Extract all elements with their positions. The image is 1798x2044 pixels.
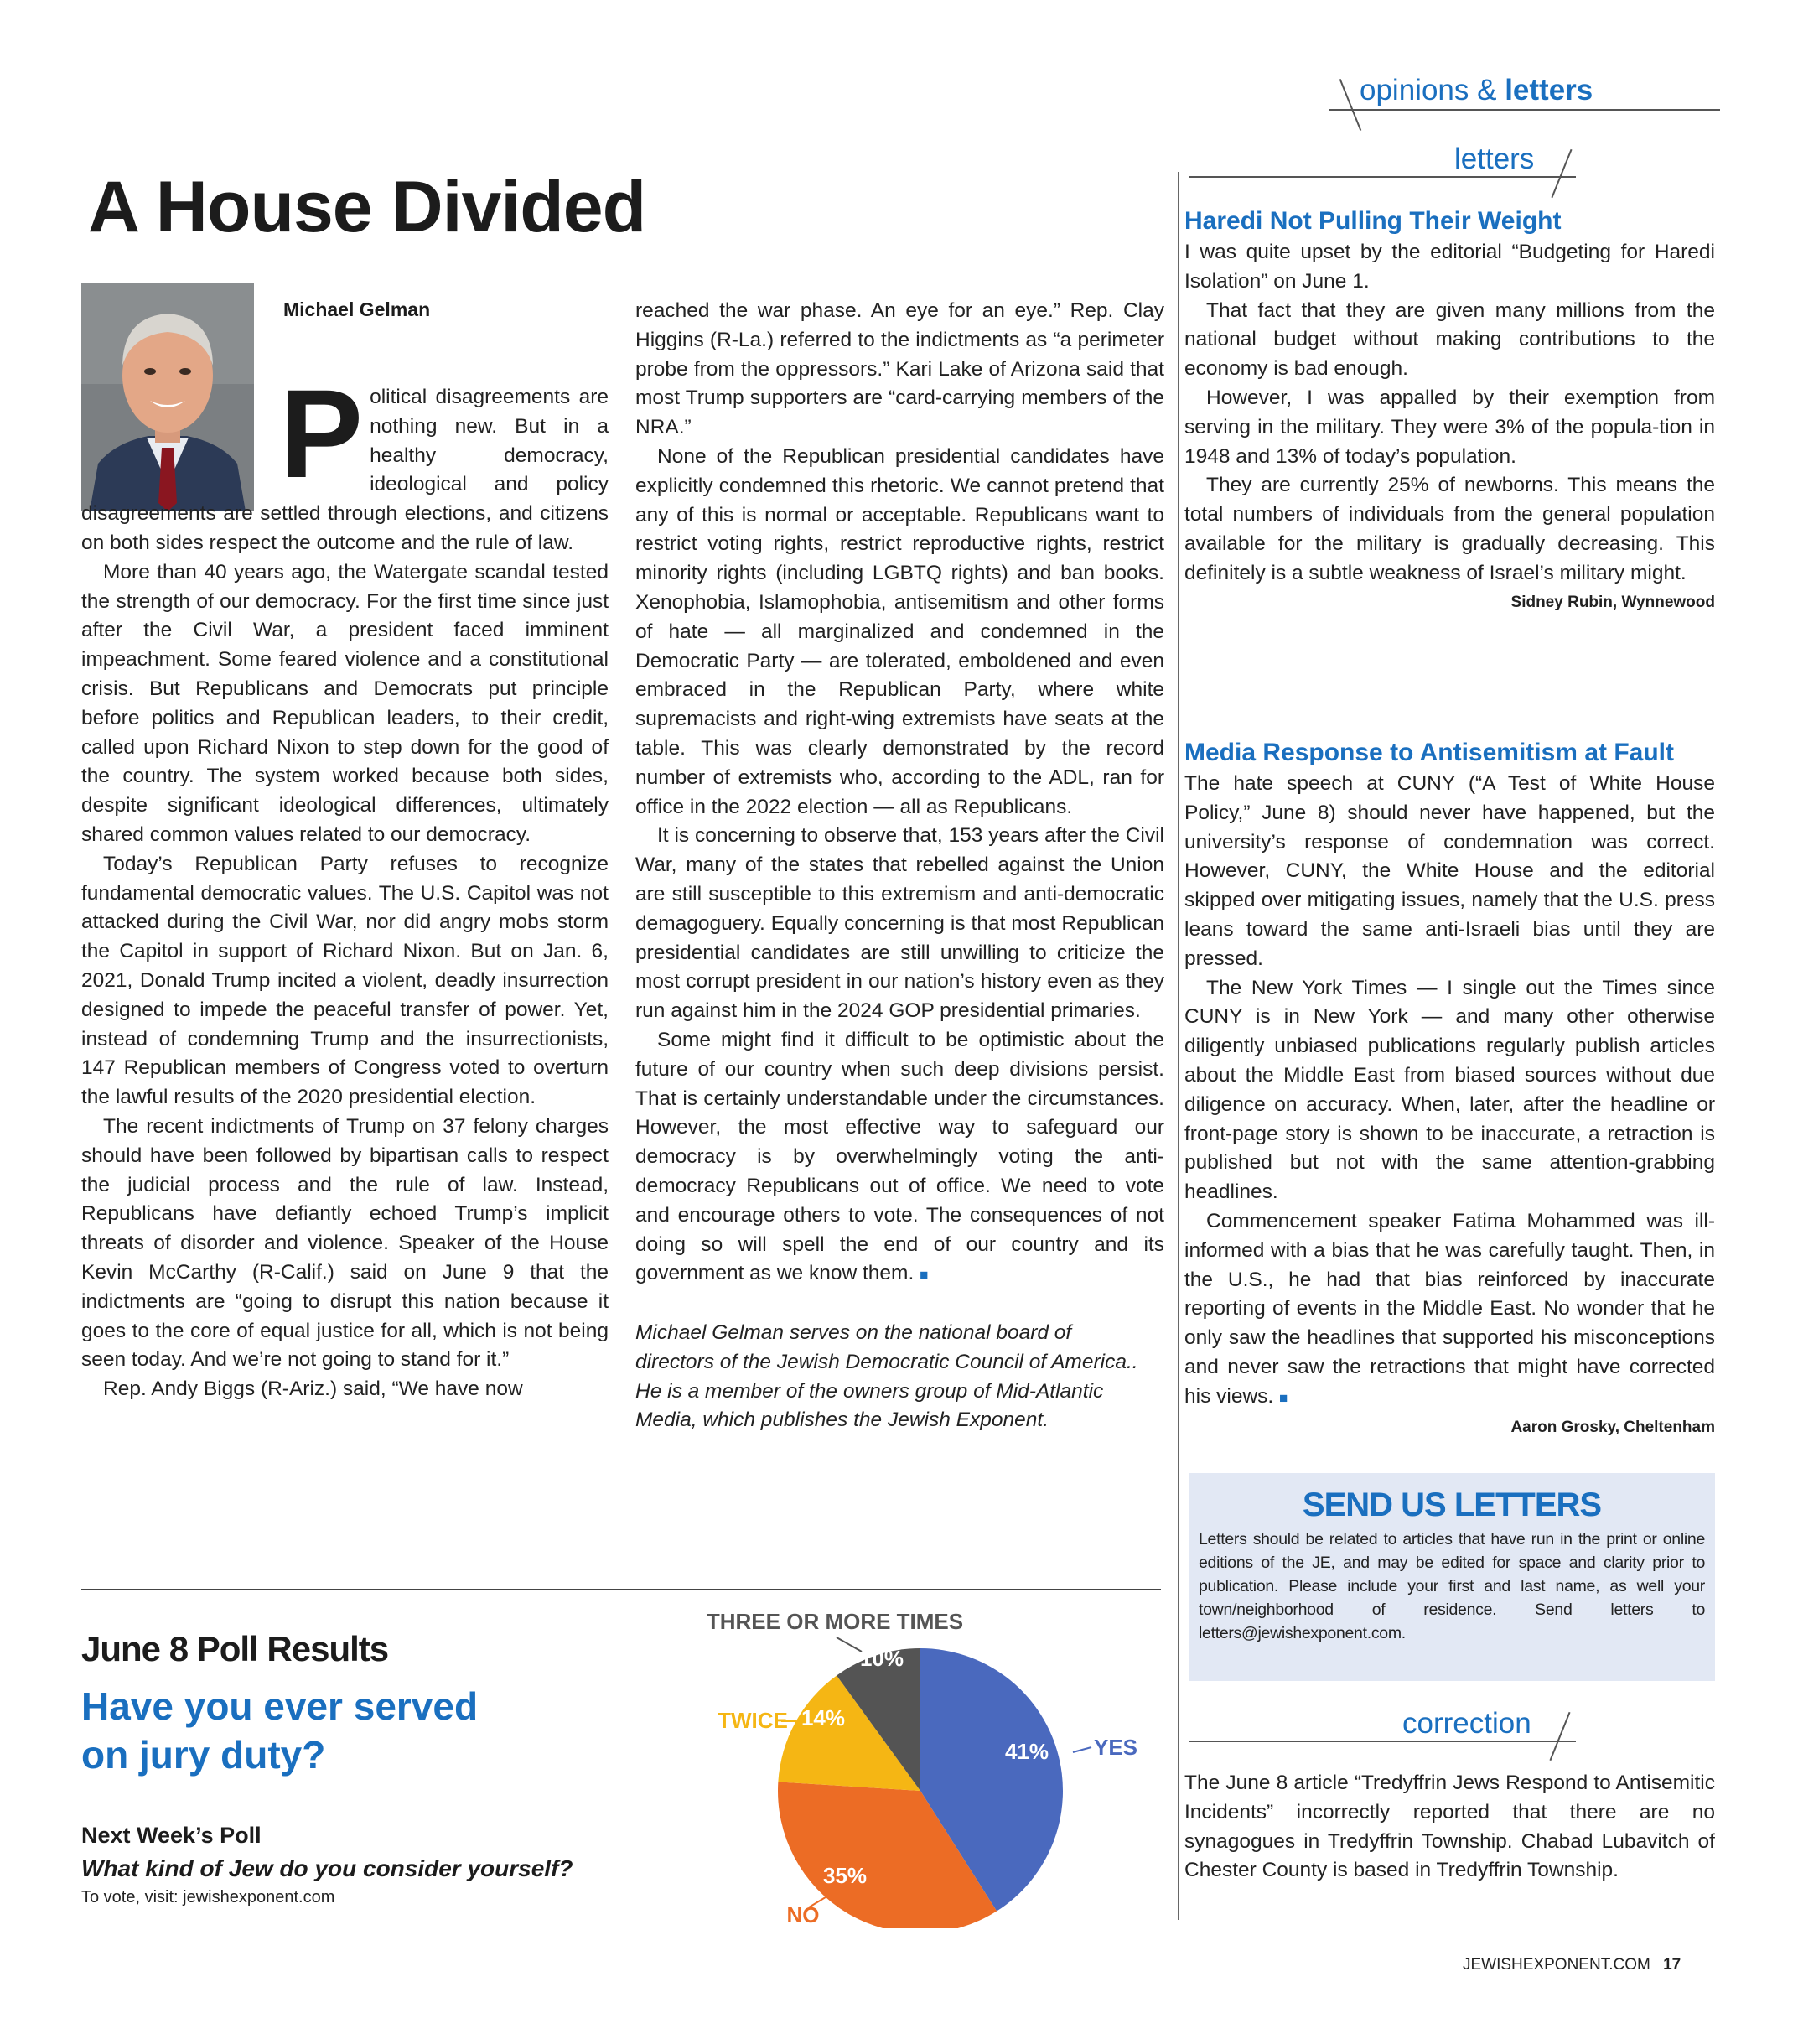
article-paragraph <box>635 1026 1164 1290</box>
poll-heading: June 8 Poll Results <box>81 1629 389 1668</box>
pie-leader-line <box>1073 1747 1091 1752</box>
article-paragraph: The recent indictments of Trump on 37 felony charges should have been followed by bipartisan calls to respect the judicial process and the rule of law. Instead, Republicans have defiantly echoed Trump’s implicit threats of disorder and violence. Speaker of the House Kevin McCarthy (R-Calif.) said on June 9 that the indictments are “going to disrupt this nation because it goes to the core of equal justice for all, which is not being seen today. And we’re not going to stand for it.” <box>81 1114 609 1372</box>
end-mark: ■ <box>920 1267 929 1284</box>
correction-body <box>1184 1769 1715 1886</box>
article-paragraph: olitical disagreements are nothing new. But in a healthy democracy, ideological and policy disagreements are settled through elections, and citizens on both sides respect the outcome and the rule of law. <box>81 386 609 554</box>
section-header-prefix: opinions & <box>1360 74 1497 106</box>
column-divider <box>1178 172 1179 1920</box>
article-paragraph: Rep. Andy Biggs (R-Ariz.) said, “We have now <box>103 1377 523 1401</box>
letter-paragraph: I was quite upset by the editorial “Budgeting for Haredi Isolation” on June 1. <box>1184 241 1715 293</box>
header-slash <box>1339 79 1362 131</box>
header-rule <box>1329 109 1720 111</box>
next-poll-question: What kind of Jew do you consider yourself? <box>81 1855 573 1881</box>
letter-paragraph <box>1184 1207 1715 1414</box>
poll-question-line-1: Have you ever served <box>81 1684 479 1728</box>
pie-leader-line <box>837 1637 862 1652</box>
next-poll-label: Next Week’s Poll <box>81 1823 262 1848</box>
pie-category-label: TWICE <box>718 1708 788 1733</box>
letter-1 <box>1184 205 1715 612</box>
letter-paragraph: That fact that they are given many millions from the national budget without making contributions to the economy is bad enough. <box>1184 298 1715 381</box>
letters-rule <box>1189 176 1576 178</box>
pie-category-label: YES <box>1094 1735 1138 1760</box>
section-header-bold: letters <box>1505 74 1593 106</box>
letters-slash <box>1551 149 1572 198</box>
vote-instructions: To vote, visit: jewishexponent.com <box>81 1888 335 1907</box>
send-letters-title: SEND US LETTERS <box>1302 1486 1602 1523</box>
letter-paragraph: However, I was appalled by their exemption from serving in the military. They were 3% of the popula-tion in 1948 and 13% of today’s population. <box>1184 386 1715 468</box>
pie-value-label: 14% <box>801 1705 846 1730</box>
article-paragraph: Today’s Republican Party refuses to recognize fundamental democratic values. The U.S. Capitol was not attacked during the Civil War, nor did angry mobs storm the Capitol in support of Richard Nixon. But on Jan. 6, 2021, Donald Trump incited a violent, deadly insurrection designed to impede the peaceful transfer of power. Yet, instead of condemning Trump and the insurrectionists, 147 Republican members of Congress voted to overturn the lawful results of the 2020 presidential election. <box>81 852 609 1109</box>
pie-value-label: 10% <box>859 1646 904 1671</box>
letter-2 <box>1184 736 1715 1437</box>
letter-signature: Aaron Grosky, Cheltenham <box>1510 1418 1715 1436</box>
author-bio: Michael Gelman serves on the national board of directors of the Jewish Democratic Council of America.. He is a member of the owners group of Mid-Atlantic Media, which publishes the Jewish Exponent. <box>635 1321 1138 1432</box>
article-paragraph: reached the war phase. An eye for an eye.” Rep. Clay Higgins (R-La.) referred to the indictments as “a perimeter probe from the oppressors.” Kari Lake of Arizona said that most Trump supporters are “card-carrying members of the NRA.” <box>635 299 1164 439</box>
pie-value-label: 41% <box>1004 1739 1049 1764</box>
poll-question-line-2: on jury duty? <box>81 1733 326 1777</box>
correction-label: correction <box>1402 1707 1531 1740</box>
pie-value-label: 35% <box>822 1863 868 1888</box>
drop-cap: P <box>279 363 364 504</box>
letter-title: Haredi Not Pulling Their Weight <box>1184 207 1562 235</box>
send-letters-body: Letters should be related to articles that have run in the print or online editions of the JE, and may be edited for space and clarity prior to publication. Please include your first and last name, as well your town/neighborhood of residence. Send letters to letters@jewishexponent.com. <box>1199 1530 1705 1642</box>
letter-paragraph-text: Commencement speaker Fatima Mohammed was ill-informed with a bias that he was carefully taught. Then, in the U.S., he had that bias reinforced by inaccurate reporting of events in the Middle East. No wonder that he only saw the headlines that supported his misconceptions and never saw the retractions that might have corrected his views. <box>1184 1209 1715 1408</box>
article-paragraph: It is concerning to observe that, 153 years after the Civil War, many of the states that rebelled against the Union are still susceptible to this extremism and anti-democratic demagoguery. Equally concerning is that most Republican presidential candidates are still unwilling to criticize the most corrupt president in our nation’s history even as they run against him in the 2024 GOP presidential primaries. <box>635 824 1164 1023</box>
pie-category-label: NO <box>786 1902 820 1927</box>
letter-paragraph: The hate speech at CUNY (“A Test of White House Policy,” June 8) should never have happened, but the university’s response of condemnation was correct. However, CUNY, the White House and the editorial skipped over mitigating issues, namely that the U.S. press leans toward the same anti-Israeli bias until they are pressed. <box>1184 772 1715 970</box>
article-paragraph-text: Some might find it difficult to be optimistic about the future of our country when such deep divisions persist. That is certainly understandable under the circumstances. However, the most effective way to safeguard our democracy is by overwhelmingly voting the anti-democracy Republicans out of office. We need to vote and encourage others to vote. The consequences of not doing so will spell the end of our country and its government as we know them. <box>635 1028 1164 1285</box>
correction-rule <box>1189 1741 1576 1742</box>
letter-title: Media Response to Antisemitism at Fault <box>1184 739 1674 766</box>
letter-signature: Sidney Rubin, Wynnewood <box>1510 593 1715 611</box>
send-letters-box <box>1189 1473 1715 1681</box>
footer <box>1463 1956 1681 1974</box>
page-number: 17 <box>1663 1956 1681 1974</box>
correction-slash <box>1549 1712 1570 1761</box>
poll-top-rule <box>81 1589 1161 1590</box>
article-column-2 <box>635 297 1164 1435</box>
article-column-1 <box>81 363 609 1404</box>
pie-category-label: THREE OR MORE TIMES <box>706 1609 964 1634</box>
article-paragraph: None of the Republican presidential candidates have explicitly condemned this rhetoric. We cannot pretend that any of this is normal or acceptable. Republicans want to restrict voting rights, restrict reproductive rights, restrict minority rights (including LGBTQ rights) and ban books. Xenophobia, Islamophobia, antisemitism and other forms of hate — all marginalized and condemned in the Democratic Party — are tolerated, emboldened and even embraced in the Republican Party, where white supremacists and right-wing extremists have seats at the table. This was clearly demonstrated by the record number of extremists who, according to the ADL, ran for office in the 2022 election — all as Republicans. <box>635 444 1164 818</box>
section-header <box>1360 74 1593 107</box>
letter-paragraph: The New York Times — I single out the Times since CUNY is in New York — and many other otherwise diligently unbiased publications regularly publish articles about the Middle East from biased sources without due diligence on accuracy. When, later, after the headline or front-page story is shown to be inaccurate, a retraction is published but not with the same attention-grabbing headlines. <box>1184 976 1715 1204</box>
poll-question <box>81 1682 478 1779</box>
byline: Michael Gelman <box>283 298 431 320</box>
correction-text: The June 8 article “Tredyffrin Jews Respond to Antisemitic Incidents” incorrectly reported that there are no synagogues in Tredyffrin Township. Chabad Lubavitch of Chester County is based in Tredyffrin Township. <box>1184 1772 1715 1882</box>
poll-pie-chart <box>536 1593 1174 1928</box>
article-paragraph: More than 40 years ago, the Watergate scandal tested the strength of our democracy. For the first time since just after the Civil War, a president faced imminent impeachment. Some feared violence and a constitutional crisis. But Republicans and Democrats put principle before politics and Republican leaders, to their credit, called upon Richard Nixon to step down for the good of the country. The system worked because both sides, despite significant ideological differences, ultimately shared common values related to our democracy. <box>81 560 609 846</box>
letters-section-label: letters <box>1454 143 1535 175</box>
footer-site: JEWISHEXPONENT.COM <box>1463 1956 1650 1974</box>
letter-paragraph: They are currently 25% of newborns. This means the total numbers of individuals from the general population available for the military is gradually decreasing. This definitely is a subtle weakness of Israel’s military might. <box>1184 474 1715 584</box>
page-title: A House Divided <box>88 167 646 247</box>
end-mark: ■ <box>1279 1389 1288 1406</box>
